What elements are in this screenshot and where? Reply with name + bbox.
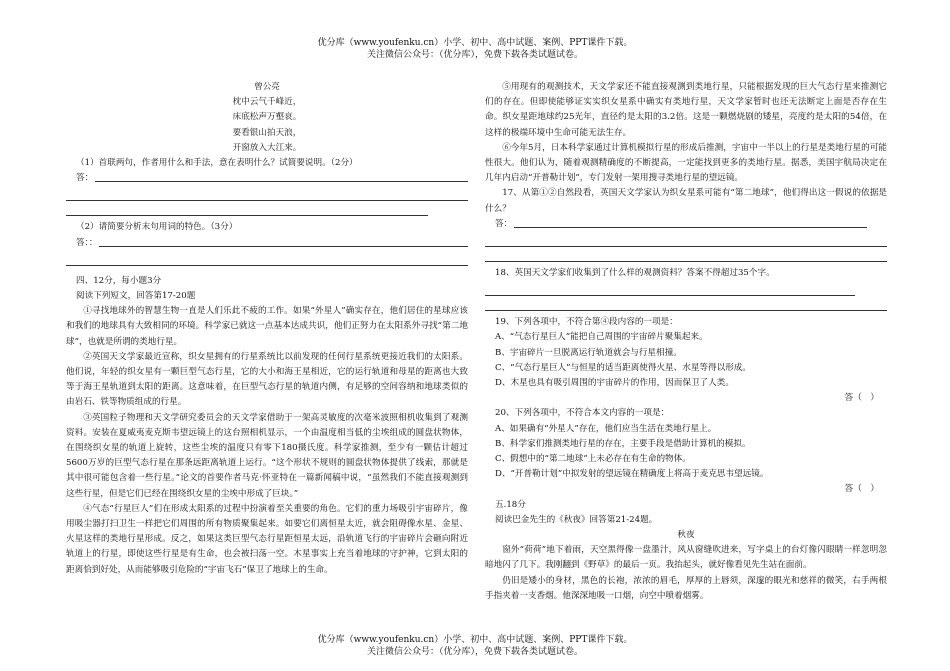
section-4-heading: 四、12分，每小题3分 bbox=[76, 275, 162, 286]
header-line-1: 优分库（www.youfenku.cn）小学、初中、高中试题、案例、PPT课件下载。 bbox=[317, 38, 633, 48]
section-4-intro: 阅读下列短文，回答第17-20题 bbox=[76, 291, 196, 302]
poem-title: 曾公亮 bbox=[254, 82, 280, 92]
answer-blank[interactable] bbox=[95, 181, 468, 182]
essay-title: 秋夜 bbox=[677, 530, 695, 541]
answer-blank-line[interactable] bbox=[485, 247, 887, 262]
poem-line: 开窗放入大江来。 bbox=[232, 142, 302, 153]
answer-line-1[interactable] bbox=[66, 171, 468, 186]
right-column bbox=[485, 80, 887, 604]
section-5-intro: 阅读巴金先生的《秋夜》回答第21-24题。 bbox=[495, 514, 658, 525]
passage-paragraph-5: ⑤用现有的观测技术，天文学家还不能直接观测到类地行星，只能根据发现的巨大气态行星来推测它们的存在。但即使能够证实实织女星系中确实有类地行星，天文学家暂时也还无法断定上面是否存在生命。织女星距地球约25光年，直径约是太阳的3.2倍。这是一颗燃烧剧的矮星，亮度约是太阳的54倍，在这样的极端环境中生命可能无法生存。 bbox=[485, 82, 887, 138]
footer-line-1: 优分库（www.youfenku.cn）小学、初中、高中试题、案例、PPT课件下载。 bbox=[317, 635, 633, 645]
question-2: （2）请简要分析末句用词的特色。（3分） bbox=[76, 222, 238, 233]
answer-blank-line[interactable] bbox=[66, 186, 468, 201]
answer-line-2[interactable] bbox=[66, 236, 468, 251]
poem-line: 要看银山拍天浪， bbox=[232, 127, 302, 138]
answer-line-17[interactable] bbox=[485, 217, 887, 232]
answer-blank-line[interactable] bbox=[66, 201, 428, 216]
answer-label: 答： bbox=[495, 218, 513, 229]
poem-line: 床底松声万壑哀。 bbox=[232, 112, 302, 123]
passage-paragraph-3: ③英国粒子物理和天文学研究委员会的天文学家借助于一架高灵敏度的次毫米波照相机收集到了观测资料。安装在夏威夷麦克斯韦望远镜上的这台照相机显示，一个由温度相当低的尘埃组成的圆盘状物体，在围绕织女星的轨道上旋转，这些尘埃的温度只有零下180摄氏度。科学家推测，至少有一颗估计超过5600万岁的巨型气态行星在那条远距离轨道上运行。“这个形状不规则的圆盘状物体提供了线索，那就是其中很可能包含着一些行星。”论文的首要作者马克·怀亚特在一篇新闻稿中说，“虽然我们不能直接观测到这些行星，但是它们已经在围绕织女星的尘埃中形成了巨块。” bbox=[66, 412, 468, 499]
answer-blank-line[interactable] bbox=[485, 232, 887, 247]
option-20-a[interactable]: A、如果确有“外星人”存在，他们应当生活在类地行星上。 bbox=[495, 423, 717, 434]
answer-20[interactable]: 答（ ） bbox=[844, 484, 879, 495]
answer-label: 答： bbox=[76, 173, 94, 184]
answer-blank[interactable] bbox=[99, 246, 468, 247]
option-20-c[interactable]: C、假想中的“第二地球”上未必存在有生命的物体。 bbox=[495, 454, 691, 465]
left-column bbox=[66, 80, 468, 578]
option-20-d[interactable]: D、“开普勒计划”中拟发射的望远镜在精确度上将高于麦克思韦望远镜。 bbox=[495, 469, 769, 480]
passage-paragraph-4: ④气态“行星巨人”们在形成太阳系的过程中扮演着至关重要的角色。它们的重力场吸引宇宙碎片，像用吸尘器打扫卫生一样把它们周围的所有物质聚集起来。如要它们离恒星太近，就会阻碍像水星、金星、火星这样的类地行星形成。反之，如果这类巨型气态行星距恒星太远，沿轨道飞行的宇宙碎片会砸向附近轨道上的行星，即使这些行星是有生命，也会被扫荡一空。木星事实上充当着地球的守护神，它到太阳的距离恰到好处，从而能够吸引危险的“宇宙飞石”保卫了地球上的生命。 bbox=[66, 503, 468, 575]
option-19-a[interactable]: A、“气态行星巨人”能把自己周围的宇宙碎片聚集起来。 bbox=[495, 332, 708, 343]
poem-line: 枕中云气千峰近， bbox=[232, 97, 302, 108]
section-5-heading: 五.18分 bbox=[495, 499, 526, 510]
option-19-b[interactable]: B、宇宙碎片一旦脱离运行轨道就会与行星相撞。 bbox=[495, 347, 682, 358]
option-19-d[interactable]: D、木星也具有吸引周围的宇宙碎片的作用，因而保卫了人类。 bbox=[495, 378, 734, 389]
question-19: 19、下列各项中，不符合第④段内容的一项是： bbox=[495, 317, 678, 328]
passage-paragraph-2: ②英国天文学家最近宣称，织女星拥有的行星系统比以前发现的任何行星系统更接近我们的太阳系。他们说，年轻的织女星有一颗巨型气态行星，它的大小和海王星相近，它的运行轨道和母星的距离也大致等于海王星轨道到太阳的距离。这意味着，在巨型气态行星的轨道内侧，有足够的空间容纳和地球类似的由岩石、铁等物质组成的行星。 bbox=[66, 351, 468, 408]
option-19-c[interactable]: C、“气态行星巨人”与恒星的适当距离使得火星、水星等得以形成。 bbox=[495, 362, 751, 373]
passage-paragraph-1: ①寻找地球外的智慧生物一直是人们乐此不疲的工作。如果“外星人”确实存在，他们居住的星球应该和我们的地球具有大致相同的环境。科学家已就这一点基本达成共识，他们正努力在太阳系外寻找“第二地球”，也就是所谓的类地行星。 bbox=[66, 306, 468, 347]
essay-paragraph-2: 仍旧是矮小的身材，黑色的长袍，浓浓的眉毛，厚厚的上唇须，深邃的眼光和慈祥的微笑，右手两根手指夹着一支香烟。他深深地吸一口烟，向空中喷着烟雾。 bbox=[485, 575, 887, 601]
answer-blank[interactable] bbox=[514, 227, 867, 228]
essay-paragraph-1: 窗外“荷荷”地下着雨，天空黑得像一盘墨汁，风从窗缝吹进来，写字桌上的台灯像闪眼睛一样忽明忽暗地闪了几下。我刚翻到《野草》的最后一页。我抬起头，就好像看见先生站在面前。 bbox=[485, 545, 887, 571]
question-17: 17、从第①②自然段看，英国天文学家认为织女星系可能有“第二地球”，他们得出这一假说的依据是什么？ bbox=[485, 188, 887, 214]
question-1: （1）首联两句，作者用什么和手法，意在表明什么？试简要说明。（2分） bbox=[76, 158, 358, 169]
answer-blank-line[interactable] bbox=[485, 296, 887, 311]
header-line-2: 关注微信公众号：（优分库），免费下载各类试题试卷。 bbox=[366, 50, 583, 60]
footer-line-2: 关注微信公众号：（优分库），免费下载各类试题试卷。 bbox=[366, 647, 583, 657]
question-20: 20、下列各项中，不符合本文内容的一项是： bbox=[495, 408, 670, 419]
answer-blank-line[interactable] bbox=[485, 281, 855, 296]
answer-19[interactable]: 答（ ） bbox=[844, 393, 879, 404]
option-20-b[interactable]: B、科学家们推测类地行星的存在，主要手段是借助计算机的模拟。 bbox=[495, 438, 751, 449]
page-header bbox=[0, 37, 950, 61]
passage-paragraph-6: ⑥今年5月，日本科学家通过计算机模拟行星的形成后推测，宇宙中一半以上的行星是类地行星的可能性很大。他们认为，随着观测精确度的不断提高，一定能找到更多的类地行星。据悉，美国宇航局决定在几年内启动“开普勒计划”，专门发射一架用搜寻类地行星的望远镜。 bbox=[485, 142, 887, 184]
answer-blank-line[interactable] bbox=[66, 251, 468, 266]
answer-label: 答：： bbox=[76, 237, 98, 248]
question-18: 18、英国天文学家们收集到了什么样的观测资料？答案不得超过35个字。 bbox=[495, 268, 775, 279]
page-footer bbox=[0, 634, 950, 658]
